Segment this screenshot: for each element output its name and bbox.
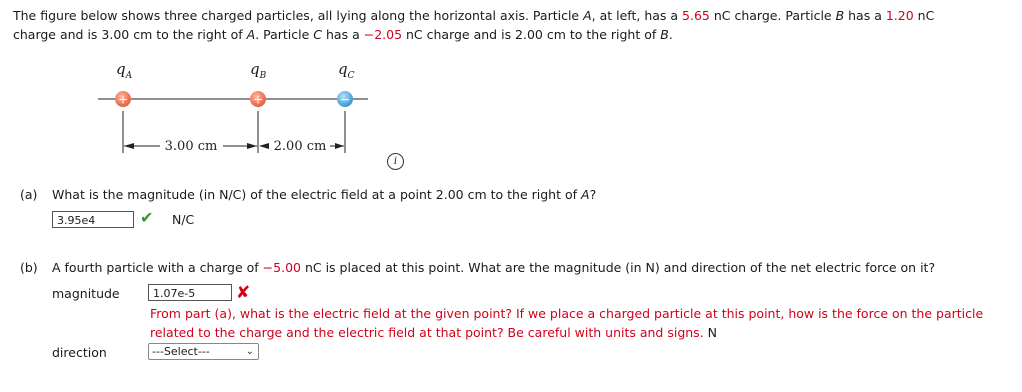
check-icon: ✔ <box>140 208 154 227</box>
problem-intro <box>13 6 1013 44</box>
charge-a-value: 5.65 <box>682 8 710 23</box>
var-c: C <box>313 27 323 42</box>
arrowhead-ab-left <box>124 143 134 149</box>
charges-figure <box>90 55 390 165</box>
charges-diagram <box>90 55 390 165</box>
intro-text: . <box>668 27 673 42</box>
part-b-label: (b) <box>20 260 38 275</box>
part-a-question: (a) What is the magnitude (in N/C) of the electric field at a point 2.00 cm to the right of A? <box>20 187 597 202</box>
charge-b-value: 1.20 <box>885 8 914 23</box>
intro-text: The figure below shows three charged particles, all lying along the horizontal axis. Particle <box>13 8 584 23</box>
direction-select-value: ---Select--- <box>152 345 210 358</box>
part-b-question: (b) A fourth particle with a charge of −5.00 nC is placed at this point. What are the magnitude (in N) and direction of the net electric force on it? <box>20 260 936 275</box>
x-icon: ✘ <box>236 283 251 303</box>
intro-text: has a <box>322 27 364 42</box>
fourth-charge-value: −5.00 <box>262 260 301 275</box>
sign-b: + <box>252 92 264 107</box>
magnitude-answer-input[interactable]: 1.07e-5 <box>148 284 232 301</box>
intro-text: nC charge and is 2.00 cm to the right of <box>402 27 661 42</box>
var-b: B <box>660 27 669 42</box>
arrowhead-bc-left <box>259 143 269 149</box>
magnitude-label: magnitude <box>52 286 120 301</box>
feedback-message: From part (a), what is the electric field at the given point? If we place a charged particle at this point, how is the force on the particle related to the charge and the electric field at that point? Be careful with units and signs. N <box>150 306 984 340</box>
direction-select[interactable] <box>148 343 259 360</box>
intro-text: nC <box>913 8 935 23</box>
sign-a: + <box>117 92 129 107</box>
arrowhead-ab-right <box>247 143 257 149</box>
intro-text: nC charge. Particle <box>709 8 836 23</box>
part-a-unit: N/C <box>172 212 195 227</box>
label-qb: $q_B$ <box>250 60 267 81</box>
intro-text: has a <box>844 8 886 23</box>
feedback-unit: N <box>707 325 718 340</box>
direction-label: direction <box>52 345 107 360</box>
part-a-label: (a) <box>20 187 38 202</box>
var-a: A <box>246 27 256 42</box>
arrowhead-bc-right <box>335 143 344 149</box>
intro-text: . Particle <box>255 27 314 42</box>
part-a-answer-input[interactable]: 3.95e4 <box>52 211 134 228</box>
distance-bc-label: 2.00 cm <box>273 139 327 154</box>
var-b: B <box>835 8 845 23</box>
distance-ab-label: 3.00 cm <box>164 139 218 154</box>
intro-text: charge and is 3.00 cm to the right of <box>13 27 247 42</box>
label-qc: $q_C$ <box>338 60 355 81</box>
var-a: A <box>583 8 592 23</box>
chevron-down-icon: ⌄ <box>245 346 254 357</box>
charge-c-value: −2.05 <box>363 27 403 42</box>
label-qa: $q_A$ <box>116 60 133 81</box>
intro-text: , at left, has a <box>591 8 683 23</box>
info-icon[interactable]: i <box>387 153 404 170</box>
sign-c: − <box>339 92 351 107</box>
